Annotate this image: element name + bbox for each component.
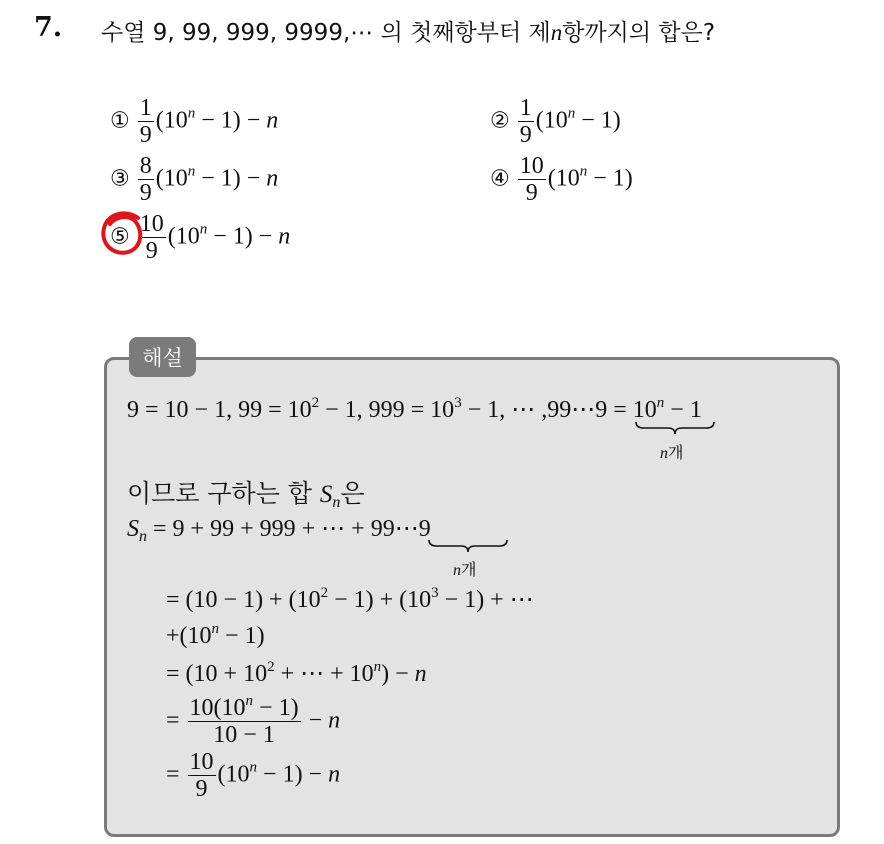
choice-2[interactable]: ② $\frac{1}{9}$ $(10^n - 1)$ [490,95,621,149]
solution-line-8: = $\frac{10}{9}$ $(10^n - 1) - n$ [166,749,341,803]
underbrace-icon [634,420,716,436]
solution-line-6: = ($10 + 10^2$ + ⋯ + $10^n) - n$ [166,659,427,687]
solution-fraction: $\frac{10}{9}$ [189,749,214,803]
choice-1[interactable]: ① $\frac{1}{9}$ $(10^n - 1) - n$ [110,95,279,149]
choice-marker: ⑤ [110,224,130,250]
choice-marker: ① [110,108,130,134]
underbrace-term: 99⋯9 [547,397,608,423]
choice-fraction: $\frac{1}{9}$ [139,95,152,149]
solution-tag: 해설 [129,337,196,377]
solution-line-1: 9 = 10 − 1, $99 = 10^2 - 1$, $999 = 10^3 - 1$, ⋯ ,99⋯9 = $10^n - 1$ [127,395,702,423]
question-text-prefix: 수열 9, 99, 999, 9999,⋯ 의 첫째항부터 제 [101,20,551,46]
choice-4[interactable]: ④ $\frac{10}{9}$ $(10^n - 1)$ [490,153,633,207]
choice-3[interactable]: ③ $\frac{8}{9}$ $(10^n - 1) - n$ [110,153,279,207]
question-number: 7. [34,12,63,43]
question-text-suffix: 항까지의 합은? [562,20,716,46]
choice-fraction: $\frac{8}{9}$ [139,153,152,207]
solution-fraction: $\frac{10(10^n - 1)}{10 - 1}$ [189,693,299,749]
choice-fraction: $\frac{1}{9}$ [519,95,532,149]
question-variable: n [550,20,563,45]
solution-line-2: 이므로 구하는 합 $S_n$은 [127,479,365,511]
solution-line-3: $S_n = 9 + 99 + 999$ + ⋯ + 99⋯9 [127,516,431,545]
choice-fraction: $\frac{10}{9}$ [139,211,164,265]
underbrace-label: n개 [660,443,684,462]
choice-marker: ③ [110,166,130,192]
question-text [101,14,715,47]
underbrace-term: 99⋯9 [370,516,431,542]
underbrace-label: n개 [453,560,477,579]
solution-line-7: = $\frac{10(10^n - 1)}{10 - 1}$ − n [166,693,341,749]
underbrace-icon [427,538,509,554]
solution-line-4: = $(10 - 1) + (10^2 - 1) + (10^3 - 1)$ + ⋯ [166,585,534,613]
solution-line-5: $+(10^n - 1)$ [166,621,265,649]
choice-fraction: $\frac{10}{9}$ [519,153,544,207]
choice-marker: ② [490,108,510,134]
choice-marker: ④ [490,166,510,192]
choice-5[interactable]: ⑤ $\frac{10}{9}$ $(10^n - 1) - n$ [110,211,291,265]
answer-circle-icon [98,208,148,260]
